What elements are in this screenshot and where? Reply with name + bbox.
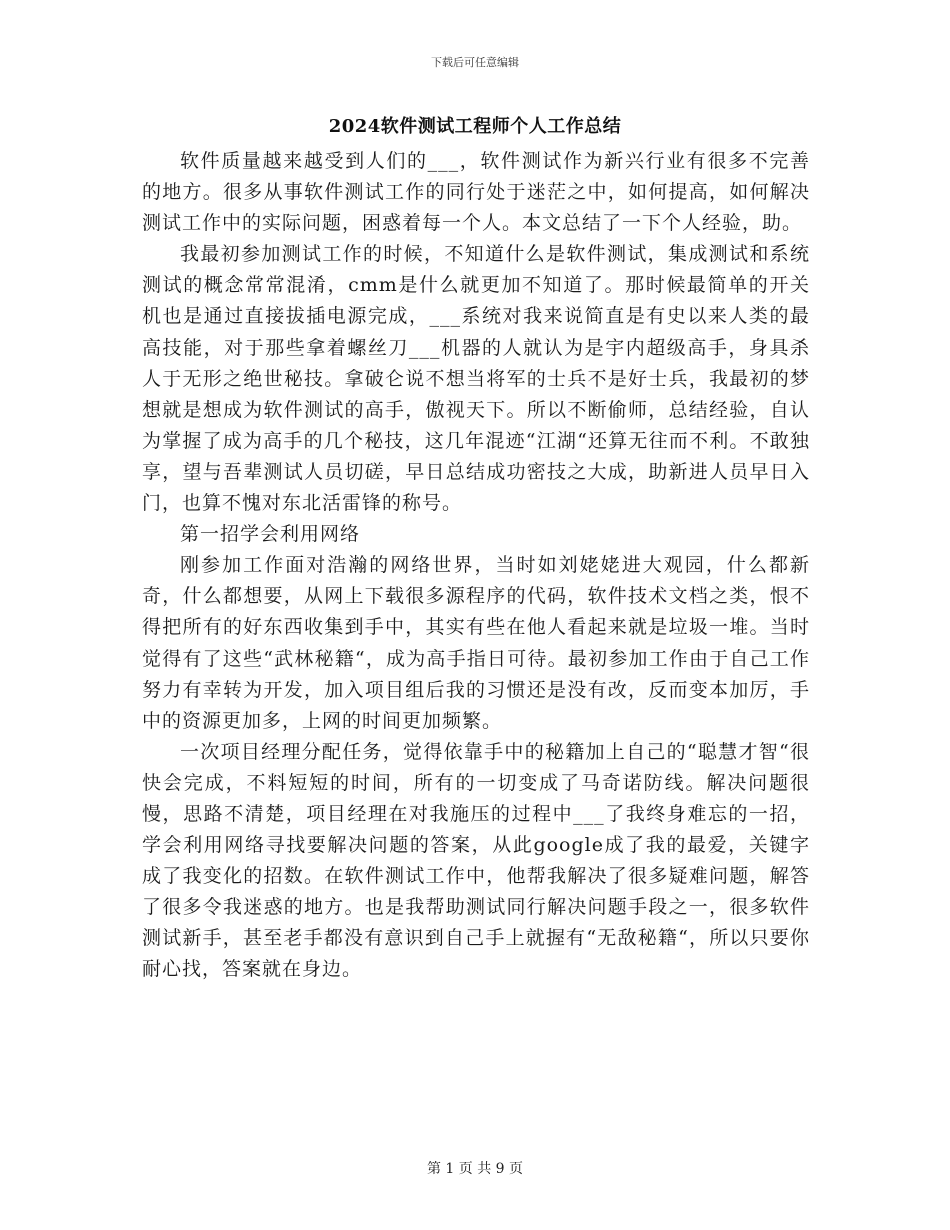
paragraph-network-early: 刚参加工作面对浩瀚的网络世界，当时如刘姥姥进大观园，什么都新奇，什么都想要，从网上下载很多源程序的代码，软件技术文档之类，恨不得把所有的好东西收集到手中，其实有些在他人看起来就是垃圾一堆。当时觉得有了这些“武林秘籍“，成为高手指日可待。最初参加工作由于自己工作努力有幸转为开发，加入项目组后我的习惯还是没有改，反而变本加厉，手中的资源更加多，上网的时间更加频繁。: [142, 554, 810, 732]
section-heading-first-move: 第一招学会利用网络: [180, 523, 361, 546]
paragraph-background: 我最初参加测试工作的时候，不知道什么是软件测试，集成测试和系统测试的概念常常混淆，cmm是什么就更加不知道了。那时候最简单的开关机也是通过直接拔插电源完成，___系统对我来说简直是有史以来人类的最高技能，对于那些拿着螺丝刀___机器的人就认为是宇内超级高手，身具杀人于无形之绝世秘技。拿破仑说不想当将军的士兵不是好士兵，我最初的梦想就是想成为软件测试的高手，傲视天下。所以不断偷师，总结经验，自认为掌握了成为高手的几个秘技，这几年混迹“江湖“还算无往而不利。不敢独享，望与吾辈测试人员切磋，早日总结成功密技之大成，助新进人员早日入门，也算不愧对东北活雷锋的称号。: [142, 243, 810, 515]
paragraph-network-lesson: 一次项目经理分配任务，觉得依靠手中的秘籍加上自己的“聪慧才智“很快会完成，不料短短的时间，所有的一切变成了马奇诺防线。解决问题很慢，思路不清楚，项目经理在对我施压的过程中___了我终身难忘的一招，学会利用网络寻找要解决问题的答案，从此google成了我的最爱，关键字成了我变化的招数。在软件测试工作中，他帮我解决了很多疑难问题，解答了很多令我迷惑的地方。也是我帮助测试同行解决问题手段之一，很多软件测试新手，甚至老手都没有意识到自己手上就握有“无敌秘籍“，所以只要你耐心找，答案就在身边。: [142, 740, 810, 981]
document-body: [142, 146, 810, 986]
page-header-note: 下载后可任意编辑: [431, 56, 519, 69]
paragraph-intro: 软件质量越来越受到人们的___，软件测试作为新兴行业有很多不完善的地方。很多从事软件测试工作的同行处于迷茫之中，如何提高，如何解决测试工作中的实际问题，困惑着每一个人。本文总结了一下个人经验，助。: [142, 150, 810, 235]
page-number: 第 1 页 共 9 页: [426, 1161, 524, 1177]
document-title: 2024软件测试工程师个人工作总结: [328, 116, 622, 137]
